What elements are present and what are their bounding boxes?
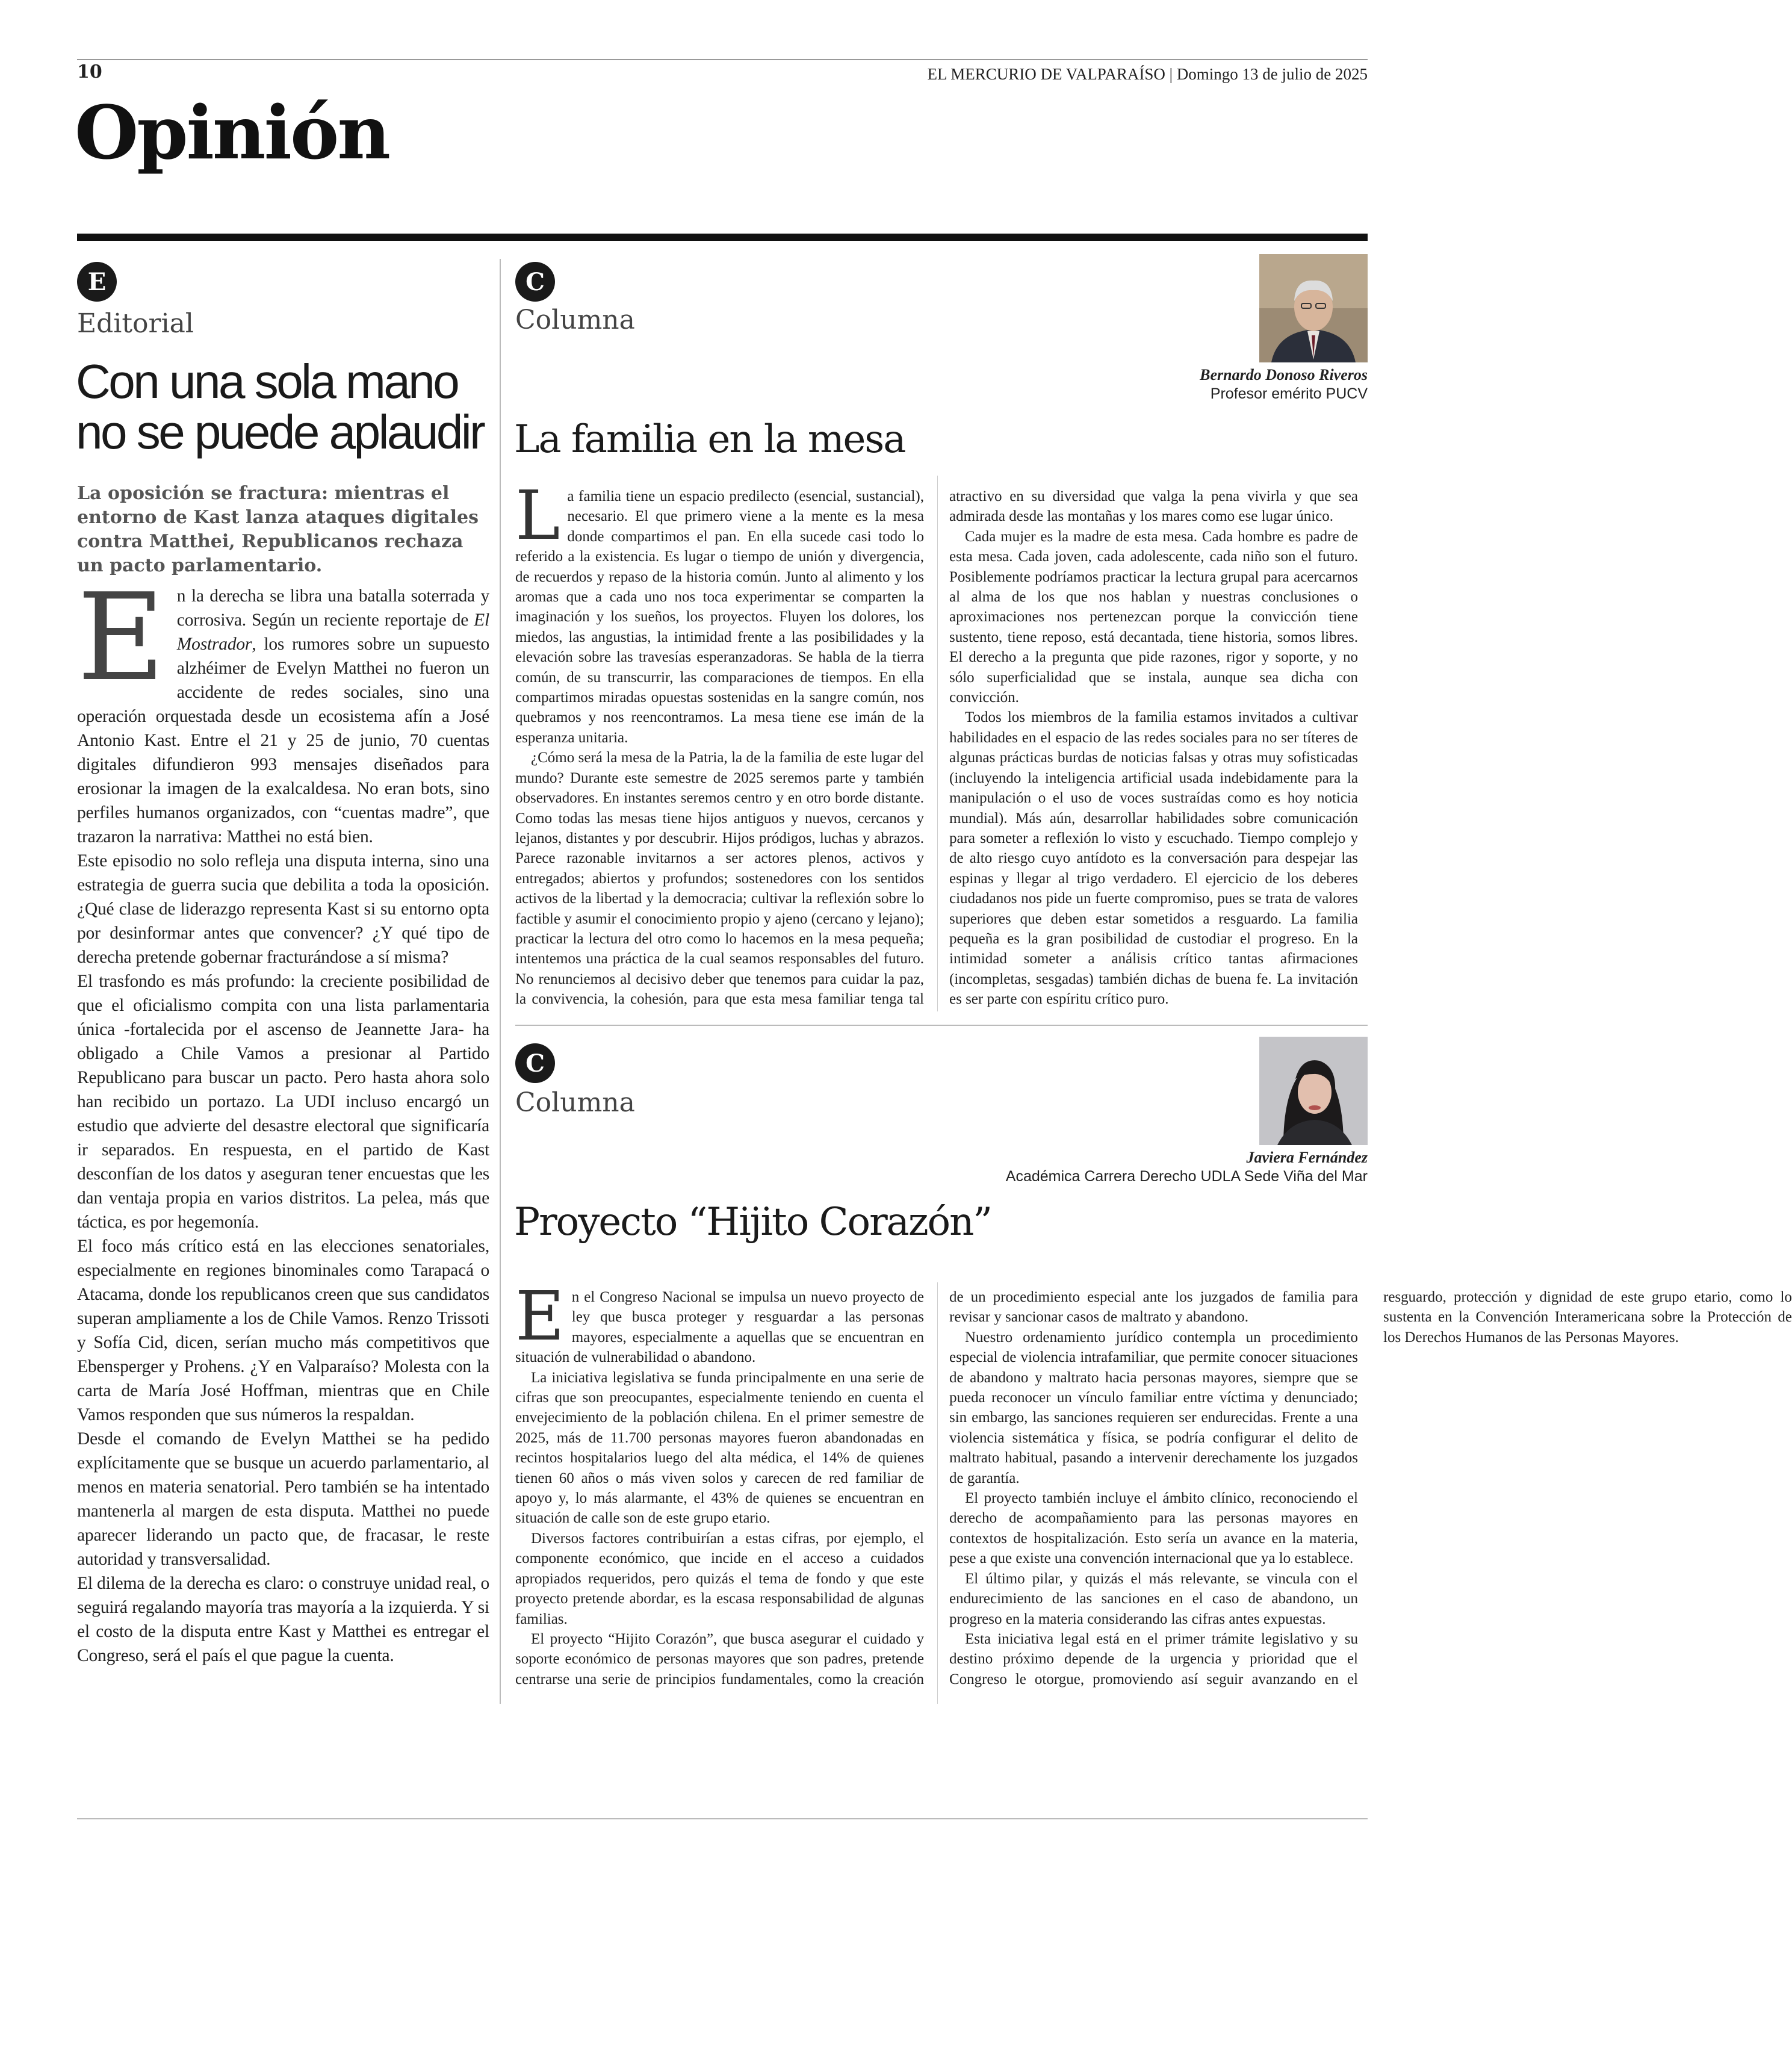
bottom-rule	[77, 1818, 1368, 1819]
column1-headline: La familia en la mesa	[514, 417, 905, 462]
column1-paragraph: ¿Cómo será la mesa de la Patria, la de la familia de este lugar del mundo? Durante este semestre de 2025 seremos parte y también observadores. En instantes seremos centro y en otro borde distante. Como todas las mesas tiene hijos antiguos y nuevos, cercanos y lejanos, distantes y por descubrir. Hijos pródigos, luchas y abrazos. Parece razonable invitarnos a ser actores plenos, activos y entregados; abiertos y profundos; sostenedores con los sentidos activos de la libertad y la democracia; cultivar la reflexión sobre lo factible y asumir el conocimiento propio y ajeno (cercano y lejano); practicar la lectura del otro como lo hacemos en la mesa pequeña; intentemos una práctica de la cual seamos responsables del futuro. No renunciemos al decisivo deber que tenemos para cuidar la paz, la convivencia, la cohesión, para que esta mesa familiar tenga tal atractivo en su diversidad que valga la pena vivirla y que sea admirada desde las montañas y los mares como ese lugar único.	[515, 488, 1358, 1008]
editorial-lead-rest: , los rumores sobre un supuesto alzhéimer de Evelyn Matthei no fueron un accidente de redes sociales, sino una operación orquestada desde un ecosistema afín a José Antonio Kast. Entre el 21 y 25 de junio, 70 cuentas digitales difundieron 993 mensajes diseñados para erosionar la imagen de la exalcaldesa. No eran bots, sino perfiles humanos organizados, con “cuentas madre”, que trazaron la narrativa: Matthei no está bien.	[77, 635, 489, 846]
column1-label: Columna	[515, 305, 635, 335]
publication-line	[928, 65, 1368, 84]
editorial-body	[77, 568, 489, 1668]
column2-paragraph: La iniciativa legislativa se funda principalmente en una serie de cifras que son preocupantes, especialmente teniendo en cuenta el envejecimiento de la población chilena. En el primer semestre de 2025, más de 11.700 personas mayores fueron abandonadas en recintos hospitalarios luego del alta médica, el 14% de quienes tienen 60 años o más viven solos y carecen de red familiar de apoyo y, lo más alarmante, el 43% de quienes se encuentran en situación de calle son de este grupo etario.	[515, 1369, 924, 1527]
column1-paragraph: Todos los miembros de la familia estamos invitados a cultivar habilidades en el espacio de las redes sociales para no ser títeres de algunas prácticas burdas de noticias falsas y otras muy sofisticadas (incluyendo la inteligencia artificial usada indebidamente para la manipulación o el uso de voces sustraídas como es hoy noticia mundial). Más aún, desarrollar habilidades sobre comunicación para someter a reflexión lo visto y escuchado. Tiempo complejo y de alto riesgo cuyo antídoto es la conversación para despejar las espinas y llegar al trigo verdadero. El ejercicio de los deberes ciudadanos nos pide un fuerte compromiso, pues se trata de valores superiores que deben estar sometidos a resguardo. La familia pequeña es la gran posibilidad de custodiar el progreso. En la intimidad someter a análisis crítico tantas afirmaciones (incompletas, sesgadas) también dichas de buena fe. La invitación es ser parte con espíritu crítico puro.	[949, 709, 1358, 1008]
column1-author-name: Bernardo Donoso Riveros	[1200, 366, 1368, 384]
editorial-dropcap: E	[77, 568, 165, 708]
column2-badge: C	[515, 1043, 555, 1083]
column2-paragraph: El proyecto “Hijito Corazón”, que busca asegurar el cuidado y soporte económico de personas mayores que son padres, pretende centrarse una serie de principios fundamentales, como la creación de un procedimiento especial ante los juzgados de familia para revisar y sancionar casos de maltrato y abandono.	[515, 1289, 1358, 1688]
editorial-badge: E	[77, 262, 117, 302]
column1-paragraph: Cada mujer es la madre de esta mesa. Cada hombre es padre de esta mesa. Cada joven, cada adolescente, cada niño son el futuro. Posiblemente podríamos practicar la lectura grupal para acercarnos al alma de los que nos hablan y nuestras conclusiones o aproximaciones nos pertenezcan porque la convicción tiene sustento, tiene reposo, está decantada, tiene historia, somos libres. El derecho a la pregunta que pide razones, rigor y soporte, y no sólo superficialidad que se instala, aunque sea dicha con convicción.	[949, 528, 1358, 706]
author-photo-javiera	[1259, 1037, 1368, 1145]
column1-dropcap: L	[515, 477, 560, 555]
column2-lead: n el Congreso Nacional se impulsa un nuevo proyecto de ley que busca proteger y resguardar a las personas mayores, especialmente a aquellas que se encuentran en situación de vulnerabilidad o abandono.	[515, 1289, 924, 1366]
publication-name: EL MERCURIO DE VALPARAÍSO	[927, 65, 1165, 83]
section-title: Opinión	[75, 89, 389, 176]
top-rule	[77, 59, 1368, 60]
editorial-headline-line1: Con una sola mano	[76, 355, 458, 408]
separator: |	[1169, 65, 1177, 83]
editorial-headline-line2: no se puede aplaudir	[76, 405, 484, 459]
column2-body	[515, 1278, 1792, 1709]
editorial-headline	[76, 356, 497, 458]
author-photo-bernardo	[1259, 254, 1368, 362]
mid-rule	[515, 1025, 1368, 1026]
column1-badge: C	[515, 262, 555, 302]
editorial-lead: n la derecha se libra una batalla soterrada y corrosiva. Según un reciente reportaje de	[176, 586, 489, 630]
column2-headline: Proyecto “Hijito Corazón”	[514, 1200, 991, 1244]
column-divider-vertical	[500, 259, 501, 1704]
editorial-lead-paragraph	[77, 568, 489, 849]
column2-author-name: Javiera Fernández	[1246, 1149, 1368, 1166]
column2-label: Columna	[515, 1087, 635, 1118]
column1-author-title: Profesor emérito PUCV	[1210, 385, 1368, 402]
editorial-label: Editorial	[77, 308, 194, 339]
column1-lead-paragraph	[515, 477, 924, 748]
column2-lead-paragraph	[515, 1278, 924, 1368]
editorial-paragraph: El trasfondo es más profundo: la creciente posibilidad de que el oficialismo compita con una lista parlamentaria única -fortalecida por el ascenso de Jeannette Jara- ha obligado a Chile Vamos a presionar al Partido Republicano para buscar un pacto. Pero hasta ahora solo han recibido un portazo. La UDI incluso encargó un estudio que advierte del desastre electoral que significaría ir separados. En respuesta, en el partido de Kast desconfían de los datos y aseguran tener encuestas que les dan ventaja propia en varios distritos. La pelea, más que táctica, es por hegemonía.	[77, 972, 489, 1232]
column2-paragraph: Esta iniciativa legal está en el primer trámite legislativo y su destino próximo depende de la urgencia y prioridad que el Congreso le otorgue, promoviendo así seguir avanzando en el resguardo, protección y dignidad de este grupo etario, como lo sustenta en la Convención Interamericana sobre la Protección de los Derechos Humanos de las Personas Mayores.	[949, 1289, 1792, 1688]
page-number: 10	[77, 61, 102, 82]
editorial-lead-italic: El Mostrador	[176, 610, 489, 654]
author-portrait-icon	[1259, 1037, 1368, 1145]
editorial-paragraph: El dilema de la derecha es claro: o construye unidad real, o seguirá regalando mayoría tras mayoría a la izquierda. Y si el costo de la disputa entre Kast y Matthei es entregar el Congreso, será el país el que pague la cuenta.	[77, 1574, 489, 1665]
column2-paragraph: Diversos factores contribuirían a estas cifras, por ejemplo, el componente económico, que incide en el acceso a cuidados apropiados requeridos, pero quizás el tema de fondo y que este proyecto pretende abordar, es la escasa responsabilidad de algunas familias.	[515, 1530, 924, 1627]
column2-author-title: Académica Carrera Derecho UDLA Sede Viña del Mar	[1005, 1168, 1368, 1185]
publication-date: Domingo 13 de julio de 2025	[1176, 65, 1368, 83]
column2-dropcap: E	[515, 1278, 565, 1356]
column2-paragraph: Nuestro ordenamiento jurídico contempla un procedimiento especial de violencia intrafamiliar, que permite conocer situaciones de abandono y maltrato hacia personas mayores, siempre que se pueda reconocer un vínculo familiar entre víctima y denunciado; sin embargo, las sanciones requieren ser endurecidas. Frente a una violencia sistemática y física, se podría configurar el delito de maltrato habitual, pasando a intervenir derechamente los juzgados de garantía.	[949, 1329, 1358, 1486]
section-rule	[77, 234, 1368, 241]
editorial-paragraph: Este episodio no solo refleja una disputa interna, sino una estrategia de guerra sucia que debilita a toda la oposición. ¿Qué clase de liderazgo representa Kast si su entorno opta por desinformar antes que convencer? ¿Y qué tipo de derecha pretende gobernar fracturándose a sí misma?	[77, 851, 489, 967]
column1-body	[515, 477, 1358, 1010]
editorial-paragraph: El foco más crítico está en las elecciones senatoriales, especialmente en regiones binominales como Tarapacá o Atacama, donde los republicanos creen que sus candidatos superan ampliamente a los de Chile Vamos. Renzo Trissoti y Sofía Cid, dicen, serían mucho más competitivos que Ebensperger y Prohens. ¿Y en Valparaíso? Molesta con la carta de María José Hoffman, mientras que en Chile Vamos responden que sus números la respaldan.	[77, 1237, 489, 1424]
column1-lead: a familia tiene un espacio predilecto (esencial, sustancial), necesario. El que primero viene a la mente es la mesa donde compartimos el pan. En ella sucede casi todo lo referido a la existencia. Es lugar o tiempo de unión y divergencia, de recuerdos y repaso de la historia común. Junto al alimento y los aromas que a cada uno nos toca experimentar se comparten la imaginación y los sueños, los proyectos. Fluyen los dolores, los miedos, las angustias, la intimidad frente a las posibilidades y la elevación sobre las travesías esperanzadoras. Se habla de la tierra común, de su transcurrir, las comparaciones de tiempos. En ella compartimos miradas opuestas sostenidas en la sangre común, nos quebramos y nos reencontramos. La mesa tiene ese imán de la esperanza unitaria.	[515, 488, 924, 746]
author-portrait-icon	[1259, 254, 1368, 362]
column2-paragraph: El proyecto también incluye el ámbito clínico, reconociendo el derecho de acompañamiento para las personas mayores en contextos de hospitalización. Esto sería un avance en la materia, pese a que existe una convención internacional que ya lo establece.	[949, 1490, 1358, 1567]
editorial-deck: La oposición se fractura: mientras el entorno de Kast lanza ataques digitales contra Matthei, Republicanos rechaza un pacto parlamentario.	[77, 483, 479, 576]
column2-paragraph: El último pilar, y quizás el más relevante, se vincula con el endurecimiento de las sanciones en el caso de abandono, un progreso en la materia considerando las cifras antes expuestas.	[949, 1570, 1358, 1627]
editorial-paragraph: Desde el comando de Evelyn Matthei se ha pedido explícitamente que se busque un acuerdo parlamentario, al menos en materia senatorial. Pero también se ha intentado mantenerla al margen de esta disputa. Matthei no puede aparecer liderando un pacto que, de fracasar, le reste autoridad y transversalidad.	[77, 1429, 489, 1569]
